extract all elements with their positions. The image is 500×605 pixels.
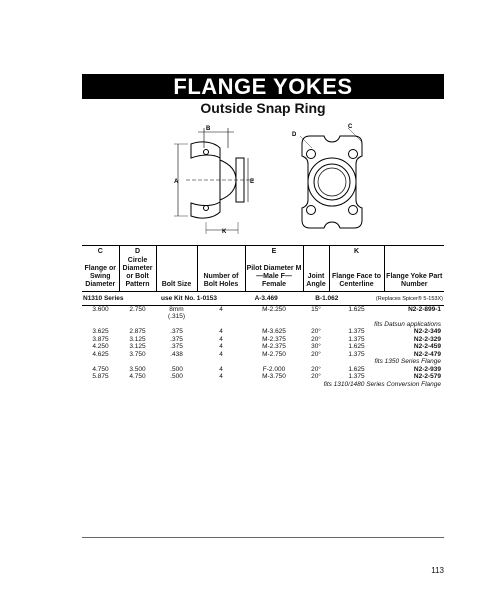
table-note-row: [82, 381, 444, 389]
part-number-cell: N2-2-579: [413, 373, 441, 380]
flange-face-cell: 1.625: [348, 305, 365, 313]
pilot-diameter-cell: F-2.000: [262, 365, 286, 373]
flange-diameter-cell: 3.875: [92, 335, 109, 343]
bolt-size-cell: .375: [170, 328, 183, 335]
application-note: fits Datsun applications: [374, 320, 441, 328]
application-note: fits 1310/1480 Series Conversion Flange: [323, 380, 441, 388]
empty-cell: [303, 313, 329, 321]
label-e: E: [250, 179, 255, 185]
column-header: Flange Yoke Part Number: [384, 246, 444, 292]
table-note-row: [82, 358, 444, 366]
bolt-circle-cell: 2.875: [129, 328, 146, 335]
series-name: N1310 Series: [83, 295, 124, 302]
label-c: C: [348, 124, 353, 130]
pilot-diameter-cell: M-2.375: [262, 343, 286, 350]
empty-cell: [329, 313, 384, 321]
table-row-continuation: [82, 313, 444, 321]
series-kit: use Kit No. 1-0153: [161, 295, 218, 302]
column-header: K Flange Face to Centerline: [329, 246, 384, 292]
pilot-diameter-cell: M-2.250: [262, 305, 286, 313]
joint-angle-cell: 30°: [311, 343, 321, 350]
column-header: Bolt Size: [156, 246, 197, 292]
flange-face-cell: 1.625: [348, 343, 365, 350]
joint-angle-cell: 20°: [311, 373, 321, 380]
bolt-size-cell: .375: [170, 335, 183, 343]
part-number-cell: N2-2-349: [413, 328, 441, 335]
bolt-size-cell: .500: [170, 373, 183, 380]
pilot-diameter-cell: M-2.375: [262, 335, 286, 343]
table-row: [82, 351, 444, 359]
table-row: [82, 366, 444, 374]
bolt-size-cell: 8mm: [169, 305, 184, 313]
joint-angle-cell: 20°: [311, 328, 321, 335]
bolt-size-metric-cell: (.315): [168, 313, 185, 320]
footer-rule: [82, 537, 444, 538]
flange-yoke-diagram: [150, 118, 390, 246]
flange-face-cell: 1.375: [348, 350, 365, 358]
empty-cell: [119, 313, 156, 321]
label-k: K: [222, 229, 227, 235]
pilot-diameter-cell: M-3.750: [262, 373, 286, 380]
bolt-circle-cell: 4.750: [129, 373, 146, 380]
application-note: fits 1350 Series Flange: [374, 358, 441, 365]
bolt-circle-cell: 3.125: [129, 335, 146, 343]
empty-cell: [197, 313, 245, 321]
bolt-size-cell: .438: [170, 350, 183, 358]
flange-face-cell: 1.375: [348, 335, 365, 343]
flange-diameter-cell: 4.750: [92, 365, 109, 373]
bolt-holes-cell: 4: [219, 365, 223, 373]
flange-face-cell: 1.375: [348, 328, 365, 335]
empty-cell: [82, 313, 119, 321]
table-row: [82, 373, 444, 381]
bolt-size-cell: .375: [170, 343, 183, 350]
series-replaces: (Replaces Spicer® 5-153X): [375, 296, 443, 302]
joint-angle-cell: 20°: [311, 365, 321, 373]
bolt-holes-cell: 4: [219, 350, 223, 358]
front-view-drawing: [300, 128, 362, 228]
page-number: 113: [431, 566, 444, 575]
bolt-circle-cell: 3.500: [129, 365, 146, 373]
series-row: [82, 292, 444, 306]
flange-diameter-cell: 3.600: [92, 305, 109, 313]
joint-angle-cell: 15°: [311, 305, 321, 313]
side-view-drawing: [174, 128, 254, 234]
label-a: A: [174, 179, 179, 185]
column-header: E Pilot Diameter M—Male F—Female: [245, 246, 303, 292]
table-row: [82, 343, 444, 351]
part-number-cell: N2-2-459: [413, 343, 441, 350]
page-subtitle: Outside Snap Ring: [200, 100, 326, 116]
series-dimension-a: A-3.469: [254, 295, 278, 302]
table-row: [82, 336, 444, 344]
series-dimension-b: B-1.062: [315, 295, 339, 302]
flange-diameter-cell: 4.250: [92, 343, 109, 350]
part-number-cell: N2-2-939: [413, 365, 441, 373]
label-d: D: [292, 132, 297, 138]
pilot-diameter-cell: M-3.625: [262, 328, 286, 335]
joint-angle-cell: 20°: [311, 350, 321, 358]
flange-yoke-table: [82, 245, 444, 388]
bolt-holes-cell: 4: [219, 343, 223, 350]
bolt-size-cell: .500: [170, 365, 183, 373]
joint-angle-cell: 20°: [311, 335, 321, 343]
pilot-diameter-cell: M-2.750: [262, 350, 286, 358]
bolt-circle-cell: 2.750: [129, 305, 146, 313]
table-row: [82, 305, 444, 313]
bolt-holes-cell: 4: [219, 305, 223, 313]
column-header: D Circle Diameter or Bolt Pattern: [119, 246, 156, 292]
bolt-circle-cell: 3.750: [129, 350, 146, 358]
bolt-holes-cell: 4: [219, 328, 223, 335]
flange-diameter-cell: 4.625: [92, 350, 109, 358]
column-header: Number of Bolt Holes: [197, 246, 245, 292]
part-number-cell: N2-2-899-1: [408, 305, 441, 313]
label-b: B: [206, 126, 211, 132]
page-title: FLANGE YOKES: [82, 74, 444, 99]
bolt-circle-cell: 3.125: [129, 343, 146, 350]
empty-cell: [245, 313, 303, 321]
table-header-row: [82, 246, 444, 292]
empty-cell: [384, 313, 444, 321]
flange-diameter-cell: 3.625: [92, 328, 109, 335]
column-header: Joint Angle: [303, 246, 329, 292]
flange-diameter-cell: 5.875: [92, 373, 109, 380]
flange-face-cell: 1.625: [348, 365, 365, 373]
bolt-holes-cell: 4: [219, 373, 223, 380]
part-number-cell: N2-2-329: [413, 335, 441, 343]
flange-face-cell: 1.375: [348, 373, 365, 380]
table-row: [82, 328, 444, 336]
bolt-holes-cell: 4: [219, 335, 223, 343]
part-number-cell: N2-2-479: [413, 350, 441, 358]
column-header: C Flange or Swing Diameter: [82, 246, 119, 292]
table-note-row: [82, 321, 444, 329]
